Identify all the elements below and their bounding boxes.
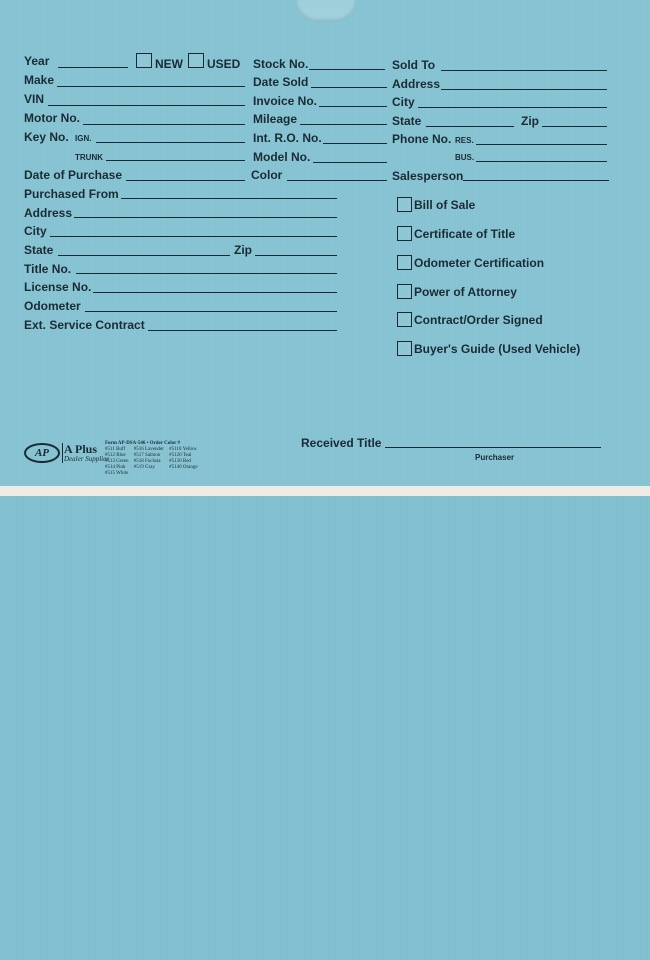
trunk-key-field[interactable] <box>106 160 245 161</box>
color-option: #519 Gray <box>133 465 155 470</box>
state-right-label: State <box>392 114 422 128</box>
color-list-3 <box>169 447 197 471</box>
new-checkbox[interactable] <box>136 53 152 68</box>
color-list-1 <box>105 447 128 477</box>
odometer-label: Odometer <box>24 299 81 313</box>
brand-subtitle: Dealer Supplies <box>64 455 109 463</box>
color-option: #5140 Orange <box>169 465 198 470</box>
address-right-field[interactable] <box>441 89 607 90</box>
brand-divider <box>62 443 63 463</box>
phone-no-label: Phone No. <box>392 132 452 146</box>
state-left-label: State <box>24 243 54 257</box>
color-field[interactable] <box>287 180 387 181</box>
odometer-field[interactable] <box>85 311 337 312</box>
certificate-of-title-checkbox[interactable] <box>397 226 412 241</box>
stock-no-field[interactable] <box>309 69 385 70</box>
sold-to-field[interactable] <box>441 70 607 71</box>
power-of-attorney-checkbox[interactable] <box>397 284 412 299</box>
city-left-field[interactable] <box>50 236 337 237</box>
brand-name: A Plus <box>64 442 98 456</box>
address-right-label: Address <box>392 77 441 91</box>
odometer-certification-checkbox[interactable] <box>397 255 412 270</box>
mileage-label: Mileage <box>253 112 298 126</box>
received-title-signature-field[interactable] <box>385 447 601 448</box>
model-no-label: Model No. <box>253 150 311 164</box>
invoice-no-field[interactable] <box>319 106 387 107</box>
used-checkbox[interactable] <box>188 53 204 68</box>
used-label: USED <box>207 57 241 71</box>
form-number: Form AP-DSA-546 • Order Color # <box>105 441 181 446</box>
color-option: #511 Buff <box>105 447 126 452</box>
zip-right-field[interactable] <box>542 126 607 127</box>
make-label: Make <box>24 73 55 87</box>
color-option: #517 Salmon <box>133 453 161 458</box>
color-label: Color <box>251 168 283 182</box>
motor-no-label: Motor No. <box>24 111 80 125</box>
color-option: #513 Green <box>105 459 129 464</box>
contract-order-signed-checkbox[interactable] <box>397 312 412 327</box>
color-option: #515 White <box>105 471 129 476</box>
odometer-certification-label: Odometer Certification <box>414 256 545 270</box>
stock-no-label: Stock No. <box>253 57 309 71</box>
ign-key-field[interactable] <box>96 142 245 143</box>
title-no-field[interactable] <box>76 273 337 274</box>
date-of-purchase-label: Date of Purchase <box>24 168 123 182</box>
ign-label: IGN. <box>75 134 92 143</box>
buyers-guide-label: Buyer's Guide (Used Vehicle) <box>414 342 581 356</box>
folder-pocket <box>0 496 650 960</box>
license-no-field[interactable] <box>93 292 337 293</box>
license-no-label: License No. <box>24 280 92 294</box>
make-field[interactable] <box>57 86 245 87</box>
date-of-purchase-field[interactable] <box>126 180 245 181</box>
new-label: NEW <box>155 57 183 71</box>
mileage-field[interactable] <box>300 124 387 125</box>
address-left-label: Address <box>24 206 73 220</box>
sold-to-label: Sold To <box>392 58 436 72</box>
purchaser-label: Purchaser <box>475 453 515 462</box>
vin-label: VIN <box>24 92 45 106</box>
motor-no-field[interactable] <box>83 124 245 125</box>
buyers-guide-checkbox[interactable] <box>397 341 412 356</box>
bill-of-sale-label: Bill of Sale <box>414 198 476 212</box>
salesperson-label: Salesperson <box>392 169 464 183</box>
contract-order-signed-label: Contract/Order Signed <box>414 313 543 327</box>
ext-service-field[interactable] <box>148 330 337 331</box>
int-ro-no-label: Int. R.O. No. <box>253 131 322 145</box>
color-option: #514 Pink <box>105 465 126 470</box>
purchased-from-label: Purchased From <box>24 187 119 201</box>
zip-right-label: Zip <box>521 114 539 128</box>
key-no-label: Key No. <box>24 130 69 144</box>
int-ro-no-field[interactable] <box>323 143 387 144</box>
year-label: Year <box>24 54 50 68</box>
form-info <box>105 441 202 477</box>
year-field[interactable] <box>58 67 128 68</box>
purchased-from-field[interactable] <box>121 198 337 199</box>
city-right-label: City <box>392 95 415 109</box>
zip-left-field[interactable] <box>255 255 337 256</box>
state-left-field[interactable] <box>58 255 230 256</box>
color-option: #518 Fuchsia <box>133 459 161 464</box>
color-option: #5110 Yellow <box>169 447 197 452</box>
res-label: RES. <box>455 136 474 145</box>
thumb-notch <box>296 0 356 22</box>
city-left-label: City <box>24 224 47 238</box>
ap-logo-icon: AP <box>24 443 60 463</box>
brand-block <box>64 443 109 463</box>
title-no-label: Title No. <box>24 262 72 276</box>
certificate-of-title-label: Certificate of Title <box>414 227 516 241</box>
res-phone-field[interactable] <box>476 144 607 145</box>
zip-left-label: Zip <box>234 243 252 257</box>
color-option: #5130 Red <box>169 459 191 464</box>
date-sold-field[interactable] <box>311 87 387 88</box>
bill-of-sale-checkbox[interactable] <box>397 197 412 212</box>
color-option: #516 Lavender <box>133 447 164 452</box>
power-of-attorney-label: Power of Attorney <box>414 285 517 299</box>
salesperson-field[interactable] <box>463 180 609 181</box>
vin-field[interactable] <box>48 105 245 106</box>
color-option: #5120 Teal <box>169 453 192 458</box>
color-list-2 <box>134 447 164 471</box>
bus-label: BUS. <box>455 153 475 162</box>
date-sold-label: Date Sold <box>253 75 309 89</box>
state-right-field[interactable] <box>426 126 514 127</box>
address-left-field[interactable] <box>74 217 337 218</box>
color-option: #512 Blue <box>105 453 126 458</box>
model-no-field[interactable] <box>313 162 387 163</box>
invoice-no-label: Invoice No. <box>253 94 318 108</box>
trunk-label: TRUNK <box>75 153 103 162</box>
folder-fold-line <box>0 486 650 496</box>
city-right-field[interactable] <box>418 107 607 108</box>
bus-phone-field[interactable] <box>476 161 607 162</box>
received-title-label: Received Title <box>301 436 382 450</box>
ext-service-label: Ext. Service Contract <box>24 318 145 332</box>
